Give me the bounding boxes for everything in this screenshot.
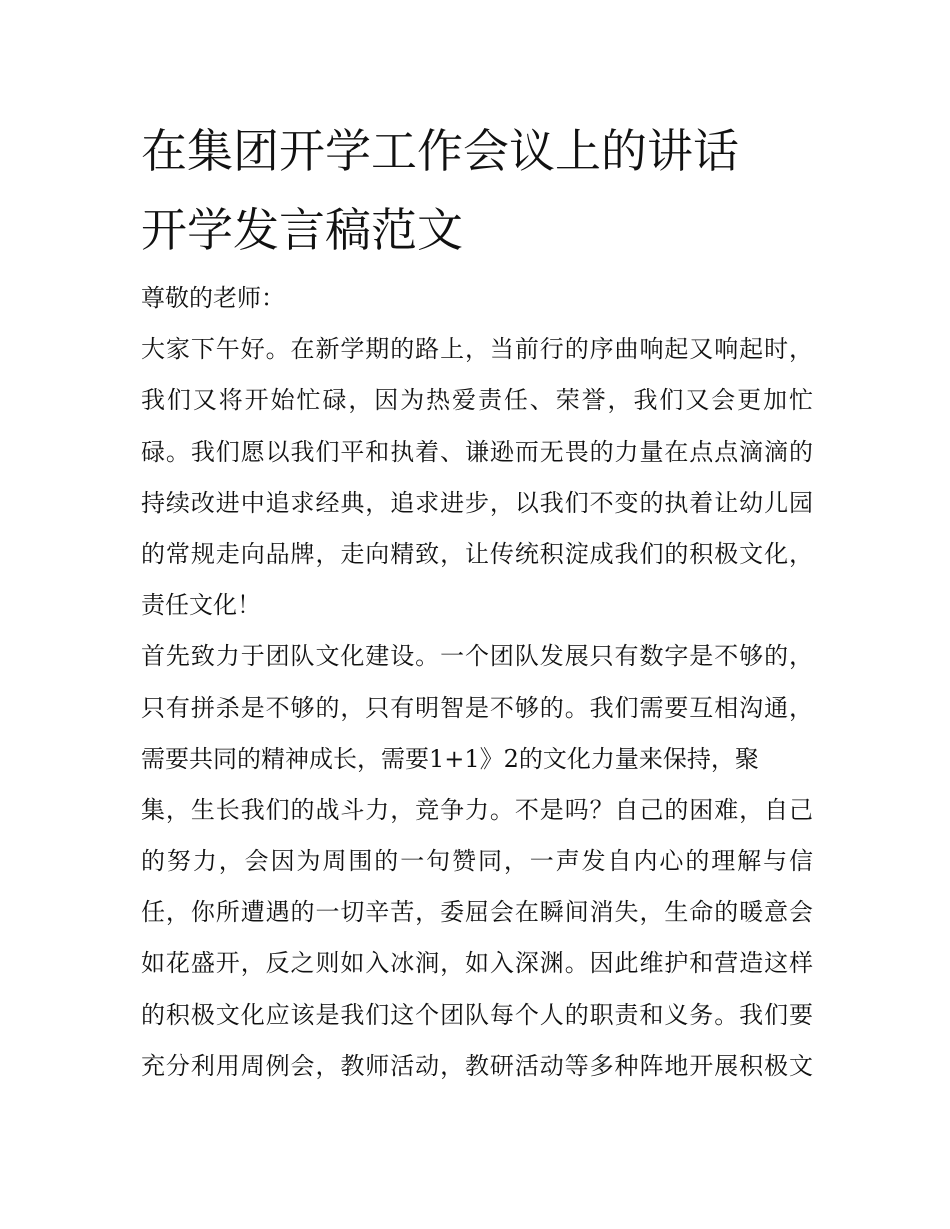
text-line: 任，你所遭遇的一切辛苦，委屈会在瞬间消失，生命的暖意会 [141,898,813,927]
text-line: 只有拼杀是不够的，只有明智是不够的。我们需要互相沟通， [141,693,813,722]
text-line: 碌。我们愿以我们平和执着、谦逊而无畏的力量在点点滴滴的 [141,437,813,466]
text-line: 尊敬的老师： [141,284,285,312]
text-line: 的积极文化应该是我们这个团队每个人的职责和义务。我们要 [141,1000,813,1029]
title-line-1: 在集团开学工作会议上的讲话 [141,124,739,178]
text-line: 大家下午好。在新学期的路上，当前行的序曲响起又响起时， [141,335,813,364]
text-line: 我们又将开始忙碌，因为热爱责任、荣誉，我们又会更加忙 [141,386,813,415]
document-content [141,112,813,1092]
text-line: 持续改进中追求经典，追求进步，以我们不变的执着让幼儿园 [141,488,813,517]
document-title [141,112,813,270]
text-line: 需要共同的精神成长，需要1+1》2的文化力量来保持，聚 [141,744,759,773]
text-line: 的努力，会因为周围的一句赞同，一声发自内心的理解与信 [141,847,813,876]
document-body [141,273,813,1092]
text-line: 充分利用周例会，教师活动，教研活动等多种阵地开展积极文 [141,1051,813,1080]
text-line: 集，生长我们的战斗力，竞争力。不是吗？自己的困难，自己 [141,795,813,824]
text-line: 如花盛开，反之则如入冰涧，如入深渊。因此维护和营造这样 [141,949,813,978]
text-line: 责任文化！ [141,591,261,620]
title-line-2: 开学发言稿范文 [141,203,463,257]
text-line: 的常规走向品牌，走向精致，让传统积淀成我们的积极文化， [141,539,813,568]
text-line: 首先致力于团队文化建设。一个团队发展只有数字是不够的， [141,642,813,671]
